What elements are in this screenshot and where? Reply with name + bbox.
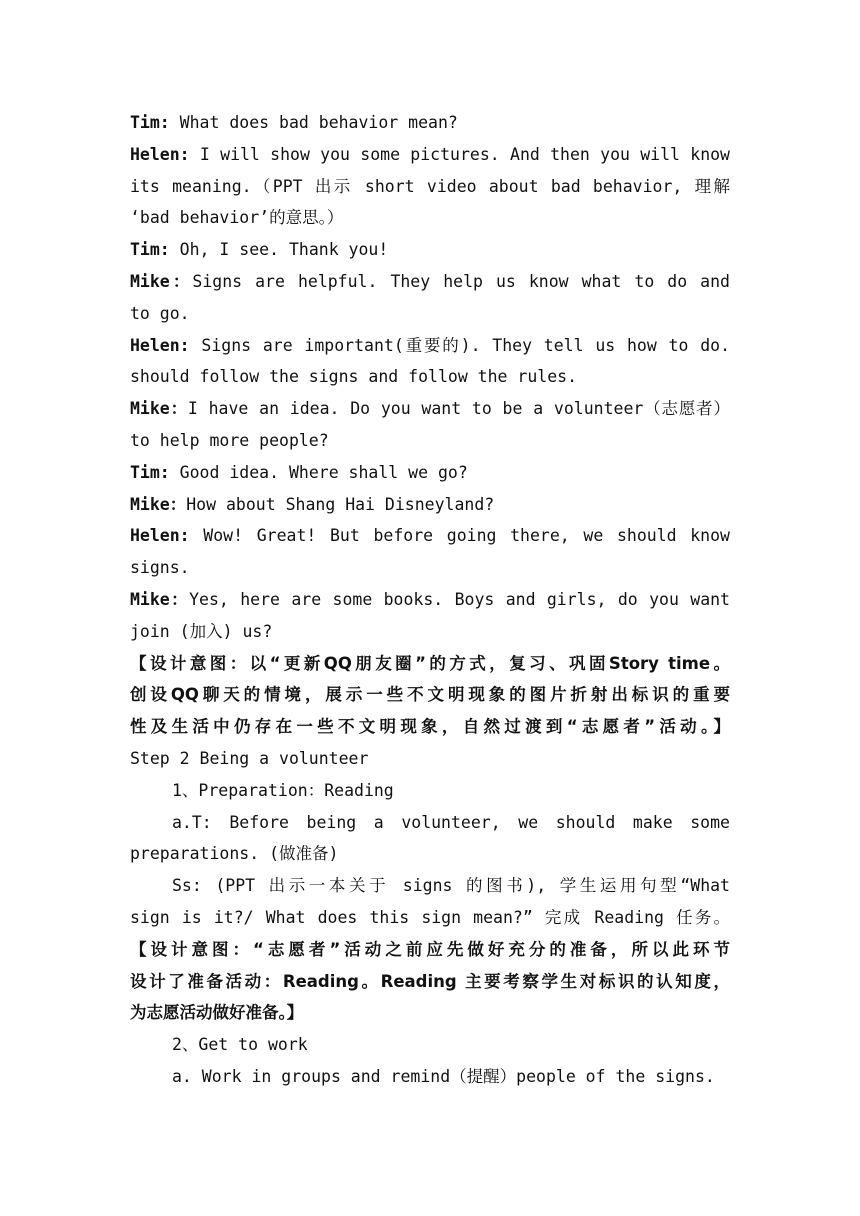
line-text: 创设QQ聊天的情境，展示一些不文明现象的图片折射出标识的重要 bbox=[130, 685, 730, 705]
dialog-line bbox=[130, 457, 730, 489]
design-intent-line bbox=[130, 679, 730, 711]
design-intent-line bbox=[130, 648, 730, 680]
dialog-line bbox=[130, 584, 730, 616]
line-text: to help more people? bbox=[130, 430, 329, 450]
text-line bbox=[130, 1029, 730, 1061]
line-text: 性及生活中仍存在一些不文明现象，自然过渡到“志愿者”活动。】 bbox=[130, 717, 730, 737]
line-text: a.T: Before being a volunteer, we should make some bbox=[172, 812, 730, 832]
speaker-name: Mike： bbox=[130, 271, 193, 291]
text-line bbox=[130, 552, 730, 584]
line-text: 设计了准备活动：Reading。Reading 主要考察学生对标识的认知度， bbox=[130, 971, 730, 991]
design-intent-line bbox=[130, 966, 730, 998]
speaker-name: Tim: bbox=[130, 462, 170, 482]
line-text: Oh, I see. Thank you! bbox=[169, 240, 389, 260]
design-intent-line bbox=[130, 711, 730, 743]
speaker-name: Helen: bbox=[130, 335, 190, 355]
document-page bbox=[130, 107, 730, 1093]
text-line bbox=[130, 902, 730, 934]
line-text: What does bad behavior mean? bbox=[169, 113, 458, 132]
line-text: 1、Preparation：Reading bbox=[172, 780, 394, 800]
line-text: to go. bbox=[130, 303, 190, 323]
line-text: Signs are helpful. They help us know what to do and bbox=[192, 271, 730, 291]
dialog-line bbox=[130, 139, 730, 171]
dialog-line bbox=[130, 489, 730, 521]
speaker-name: Mike： bbox=[130, 494, 187, 514]
dialog-line bbox=[130, 330, 730, 362]
speaker-name: Tim: bbox=[130, 240, 170, 260]
line-text: I will show you some pictures. And then you will know bbox=[189, 144, 730, 164]
line-text: join (加入) us? bbox=[130, 621, 273, 641]
dialog-line bbox=[130, 266, 730, 298]
design-intent-line bbox=[130, 997, 730, 1029]
speaker-name: Mike： bbox=[130, 589, 190, 609]
line-text: ‘bad behavior’的意思。） bbox=[130, 208, 344, 228]
line-text: a. Work in groups and remind（提醒）people of the signs. bbox=[172, 1066, 715, 1086]
line-text: How about Shang Hai Disneyland? bbox=[186, 494, 495, 514]
speaker-name: Tim: bbox=[130, 113, 170, 132]
line-text: 【设计意图：以“更新QQ朋友圈”的方式，复习、巩固Story time。 bbox=[130, 653, 730, 673]
text-line bbox=[130, 838, 730, 870]
dialog-line bbox=[130, 520, 730, 552]
line-text: 2、Get to work bbox=[172, 1035, 308, 1055]
line-text: Ss: (PPT 出示一本关于 signs 的图书), 学生运用句型“What bbox=[172, 876, 730, 896]
dialog-line bbox=[130, 234, 730, 266]
text-line bbox=[130, 1061, 730, 1093]
line-text: preparations. (做准备) bbox=[130, 844, 339, 864]
line-text: 为志愿活动做好准备。】 bbox=[130, 1003, 304, 1023]
text-line bbox=[130, 775, 730, 807]
speaker-name: Helen: bbox=[130, 526, 190, 546]
text-line bbox=[130, 361, 730, 393]
line-text: Yes, here are some books. Boys and girls, do you want bbox=[189, 589, 730, 609]
text-line bbox=[130, 616, 730, 648]
line-text: Good idea. Where shall we go? bbox=[169, 462, 468, 482]
dialog-line bbox=[130, 393, 730, 425]
line-text: Wow! Great! But before going there, we should know bbox=[203, 526, 730, 546]
line-text: Step 2 Being a volunteer bbox=[130, 748, 369, 768]
section-heading bbox=[130, 743, 730, 775]
text-line bbox=[130, 171, 730, 203]
dialog-line bbox=[130, 107, 730, 139]
speaker-name: Helen: bbox=[130, 144, 190, 164]
speaker-name: Mike： bbox=[130, 399, 188, 419]
line-text: Signs are important(重要的). They tell us how to do. bbox=[201, 335, 730, 355]
line-text: should follow the signs and follow the rules. bbox=[130, 367, 578, 387]
text-line bbox=[130, 870, 730, 902]
line-text: 【设计意图：“志愿者”活动之前应先做好充分的准备，所以此环节 bbox=[130, 939, 730, 959]
line-text: signs. bbox=[130, 558, 190, 578]
line-text: its meaning.（PPT 出示 short video about bad behavior, 理解 bbox=[130, 176, 730, 196]
design-intent-line bbox=[130, 934, 730, 966]
text-line bbox=[130, 425, 730, 457]
line-text: sign is it?/ What does this sign mean?” 完成 Reading 任务。 bbox=[130, 907, 730, 927]
text-line bbox=[130, 298, 730, 330]
line-text: I have an idea. Do you want to be a volunteer（志愿者） bbox=[187, 399, 730, 419]
text-line bbox=[130, 202, 730, 234]
text-line bbox=[130, 807, 730, 839]
